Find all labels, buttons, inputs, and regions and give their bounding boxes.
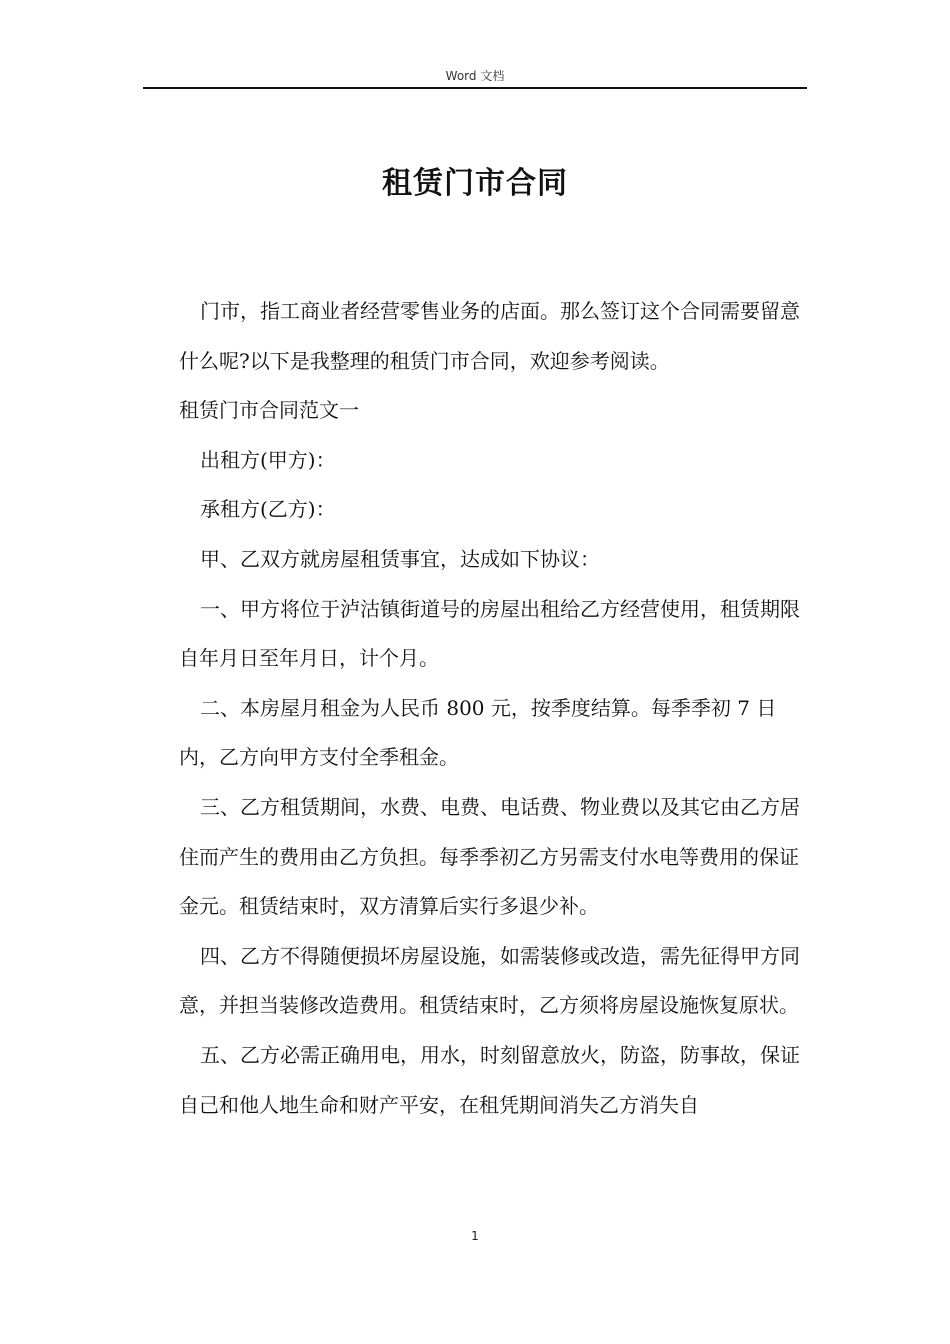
intro-paragraph: 门市，指工商业者经营零售业务的店面。那么签订这个合同需要留意什么呢?以下是我整理的租赁门市合同，欢迎参考阅读。 [179,299,800,373]
page-number: 1 [471,1229,479,1243]
clause-4: 四、乙方不得随便损坏房屋设施，如需装修或改造，需先征得甲方同意，并担当装修改造费用。租赁结束时，乙方须将房屋设施恢复原状。 [179,943,800,1018]
header-divider [143,87,807,89]
clause-5: 五、乙方必需正确用电，用水，时刻留意放火，防盗，防事故，保证自己和他人地生命和财产平安，在租凭期间消失乙方消失自 [179,1042,800,1117]
page-header: Word 文档 [445,69,505,83]
document-title: 租赁门市合同 [382,166,568,201]
agreement-intro: 甲、乙双方就房屋租赁事宜，达成如下协议： [200,546,600,571]
clause-1: 一、甲方将位于泸沽镇街道号的房屋出租给乙方经营使用，租赁期限自年月日至年月日，计个月。 [179,596,800,671]
document-body [179,287,804,1130]
clause-3: 三、乙方租赁期间，水费、电费、电话费、物业费以及其它由乙方居住而产生的费用由乙方负担。每季季初乙方另需支付水电等费用的保证金元。租赁结束时，双方清算后实行多退少补。 [179,794,800,919]
section-heading: 租赁门市合同范文一 [179,398,359,423]
lessor-line: 出租方(甲方)： [200,447,336,472]
clause-2: 二、本房屋月租金为人民币 800 元，按季度结算。每季季初 7 日内，乙方向甲方支付全季租金。 [179,695,777,770]
lessee-line: 承租方(乙方)： [200,497,336,522]
